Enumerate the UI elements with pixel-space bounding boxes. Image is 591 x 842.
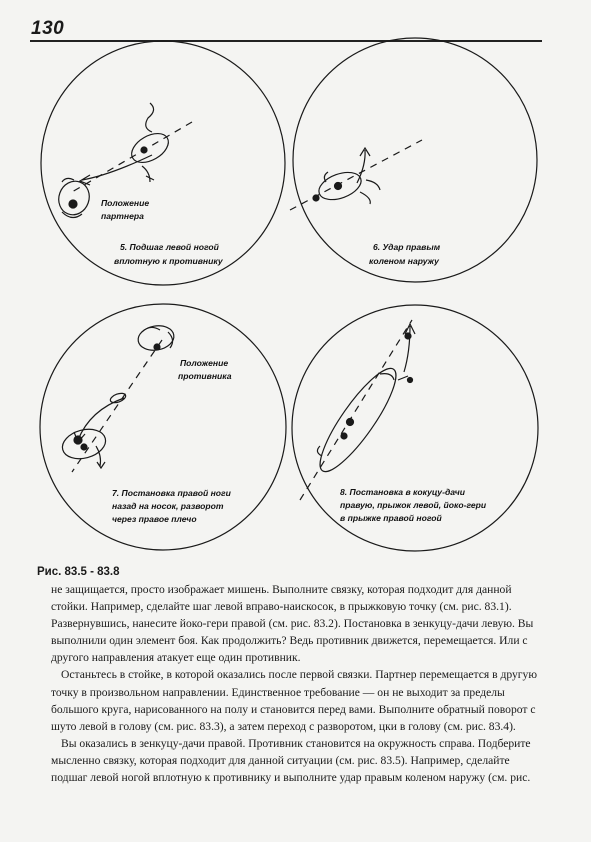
movement-path-line (290, 140, 422, 210)
panel-caption-line-3: в прыжке правой ногой (340, 513, 442, 523)
arrow-icon (357, 148, 370, 183)
panel-caption-line-2: коленом наружу (369, 256, 439, 266)
movement-path-line (72, 340, 162, 472)
panel-caption-line-1: 7. Постановка правой ноги (112, 488, 231, 498)
movement-path-line (300, 320, 412, 500)
arrow-icon (74, 398, 124, 442)
panel-caption-line-2: назад на носок, разворот (112, 501, 224, 511)
paragraph: не защищается, просто изображает мишень. Выполните связку, которая подходит для данной стойки. Например, сделайте шаг левой вправо-наискосок, в прыжковую точку (см. рис. 83.1). Развернувшись, нанесите йоко-гери правой (см. рис. 83.2). Постановка в зенкуцу-дачи левую. Вы выполнили один элемент боя. Как продолжить? Ведь противник движется, перемещается. Или с другого направления атакует еще один противник. (51, 583, 534, 665)
step-foot (109, 392, 127, 405)
panel-caption-line-1: 8. Постановка в кокуцу-дачи (340, 487, 465, 497)
paragraph: Вы оказались в зенкуцу-дачи правой. Противник становится на окружность справа. Подберите мысленно связку, которая подходит для данной ситуации (см. рис. 83.5). Например, сделайте подшаг левой ногой вплотную к противнику и выполните удар правым коленом наружу (см. рис. (51, 736, 531, 785)
opponent-figure (127, 128, 174, 169)
panel-caption-line-3: через правое плечо (112, 514, 197, 524)
panel-caption-line-2: правую, прыжок левой, йоко-гери (340, 500, 487, 510)
panel-caption-line-1: 5. Подшаг левой ногой (120, 242, 219, 252)
page-number: 130 (31, 18, 65, 39)
annotation-line-1: Положение (101, 198, 150, 208)
panel-caption-line-2: вплотную к противнику (114, 256, 223, 266)
arrow-icon (80, 155, 152, 185)
panel-caption-line-1: 6. Удар правым (373, 242, 441, 252)
body-text (51, 581, 541, 786)
annotation-line-2: противника (178, 371, 232, 381)
annotation-line-2: партнера (101, 211, 144, 221)
annotation-line-1: Положение (180, 358, 229, 368)
figure-caption: Рис. 83.5 - 83.8 (37, 566, 120, 578)
paragraph: Останьтесь в стойке, в которой оказались после первой связки. Партнер перемещается в другую точку в произвольном направлении. Единственное требование — он не выходит за пределы большого круга, нарисованного на полу и становится перед вами. Выполните обратный поворот с шуто левой в голову (см. рис. 83.3), а затем переход с разворотом, цки в голову (см. рис. 83.4). (51, 668, 537, 733)
